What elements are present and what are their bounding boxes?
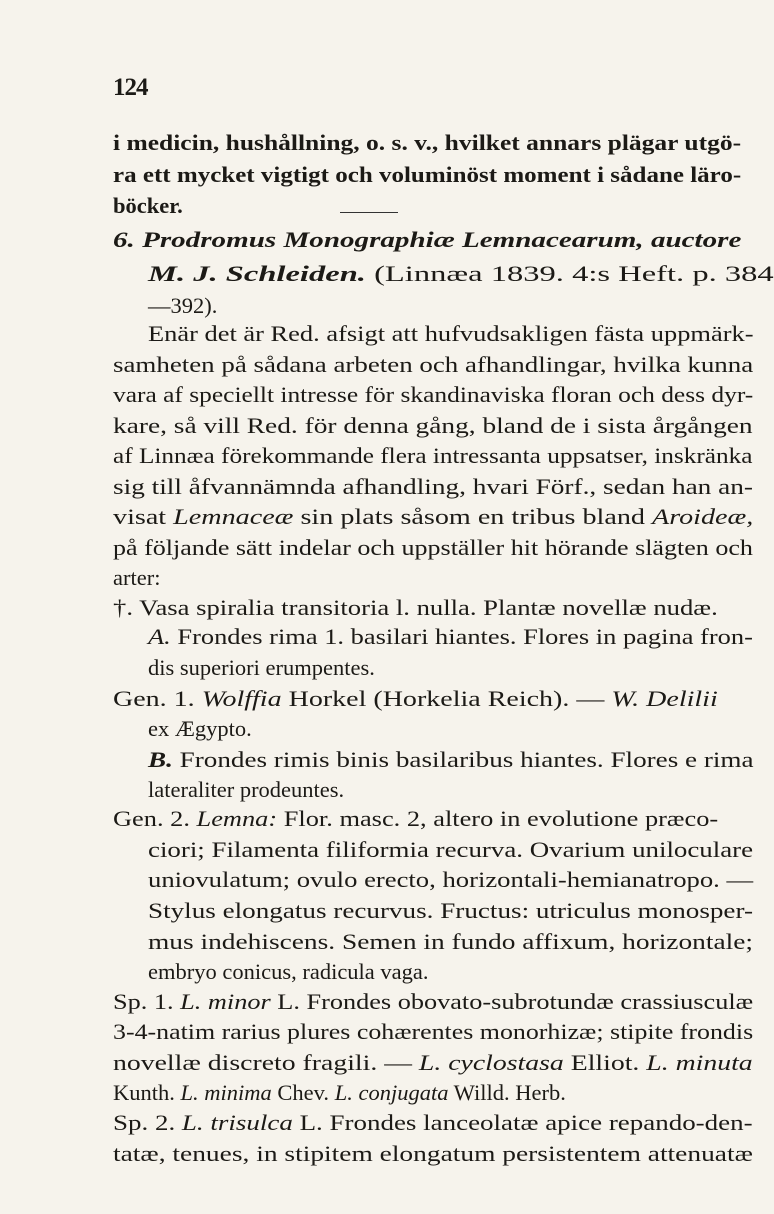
text-run: A. — [148, 624, 171, 649]
text-run: Stylus elongatus recurvus. Fructus: utriculus monosper- — [148, 898, 753, 923]
text-run: L. cyclostasa — [418, 1050, 564, 1075]
text-run: dis superiori erumpentes. — [148, 655, 375, 680]
text-run: uniovulatum; ovulo erecto, horizontali-hemianatropo. — — [148, 867, 754, 892]
text-line — [113, 128, 741, 158]
text-run: Kunth. — [113, 1080, 181, 1105]
text-line — [113, 225, 741, 255]
text-line — [148, 745, 754, 775]
text-run: B. — [148, 747, 173, 772]
text-line — [113, 350, 753, 380]
text-line — [148, 896, 753, 926]
text-run: †. Vasa spiralia transitoria l. nulla. Plantæ novellæ nudæ. — [113, 595, 718, 620]
text-run: ex Ægypto. — [148, 716, 252, 741]
text-run: Frondes rimis binis basilaribus hiantes. Flores e rima — [172, 747, 754, 772]
text-run: samheten på sådana arbeten och afhandlingar, hvilka kunna — [113, 352, 754, 377]
text-run: L. Frondes obovato-subrotundæ crassiusculæ — [270, 989, 754, 1014]
text-run: Horkel (Horkelia Reich). — — [281, 686, 612, 711]
text-run: kare, så vill Red. för denna gång, bland de i sista årgången — [113, 413, 753, 438]
text-run: ra ett mycket vigtigt och voluminöst moment i sådane läro- — [113, 162, 742, 187]
text-run: Prodromus Monographiæ Lemnacearum — [142, 227, 637, 252]
section-divider — [340, 212, 398, 213]
text-line — [113, 684, 718, 714]
text-line — [113, 191, 183, 221]
text-line — [148, 259, 774, 289]
text-run: i medicin, hushållning, o. s. v., hvilket annars plägar utgö- — [113, 130, 742, 155]
text-line — [148, 775, 344, 805]
text-run: L. Frondes lanceolatæ apice repando-den- — [292, 1110, 753, 1135]
text-run: L. minuta — [646, 1050, 753, 1075]
text-line — [113, 1078, 566, 1108]
text-line — [148, 714, 252, 744]
text-run: Gen. 1. — [113, 686, 202, 711]
text-run: Gen. 2. — [113, 806, 197, 831]
text-line — [148, 865, 753, 895]
text-run: sin plats såsom en tribus bland — [293, 504, 653, 529]
text-run: Frondes rima 1. basilari hiantes. Flores in pagina fron- — [170, 624, 753, 649]
text-line — [113, 160, 741, 190]
text-line — [113, 1017, 753, 1047]
text-run: ciori; Filamenta filiformia recurva. Ovarium uniloculare — [148, 837, 754, 862]
text-line — [148, 835, 753, 865]
text-run: L. trisulca — [181, 1110, 293, 1135]
text-run: Wolffia — [201, 686, 282, 711]
text-line — [148, 622, 753, 652]
text-run: 6. — [113, 227, 143, 252]
text-run: auctore — [650, 227, 742, 252]
text-line — [148, 319, 754, 349]
text-line — [113, 804, 718, 834]
text-run: Enär det är Red. afsigt att hufvudsakligen fästa uppmärk- — [148, 321, 754, 346]
text-run: arter: — [113, 565, 161, 590]
text-run: visat — [113, 504, 174, 529]
text-line — [113, 593, 718, 623]
text-run: W. Delilii — [611, 686, 718, 711]
text-run: Chev. — [271, 1080, 335, 1105]
text-line — [113, 380, 753, 410]
text-run: novellæ discreto fragili. — — [113, 1050, 419, 1075]
text-run: Lemna: — [196, 806, 278, 831]
text-line — [148, 291, 217, 321]
text-line — [148, 653, 375, 683]
text-run: L. minor — [180, 989, 271, 1014]
text-run: vara af speciellt intresse för skandinaviska floran och dess dyr- — [113, 382, 754, 407]
text-run: (Linnæa 1839. 4:s Heft. p. 384 — [365, 261, 774, 286]
text-run: Sp. 1. — [113, 989, 181, 1014]
text-run: —392). — [148, 293, 218, 318]
text-run: af Linnæa förekommande flera intressanta uppsatser, inskränka — [113, 443, 753, 468]
text-run: Elliot. — [563, 1050, 647, 1075]
text-line — [113, 441, 752, 471]
text-run: sig till åfvannämnda afhandling, hvari Förf., sedan han an- — [113, 474, 753, 499]
text-line — [113, 1108, 753, 1138]
text-line — [113, 1048, 753, 1078]
text-run: på följande sätt indelar och uppställer hit hörande slägten och — [113, 535, 753, 560]
text-run: tatæ, tenues, in stipitem elongatum persistentem attenuatæ — [113, 1141, 753, 1166]
text-line — [113, 502, 753, 532]
text-run: Willd. Herb. — [448, 1080, 566, 1105]
text-run: M. J. Schleiden. — [148, 261, 366, 286]
text-line — [113, 987, 753, 1017]
text-line — [113, 411, 753, 441]
text-run: L. conjugata — [334, 1080, 449, 1105]
text-run: Lemnaceæ — [173, 504, 294, 529]
text-line — [113, 563, 160, 593]
text-run: L. minima — [180, 1080, 272, 1105]
text-line — [113, 533, 753, 563]
text-run: 3-4-natim rarius plures cohærentes monorhizæ; stipite frondis — [113, 1019, 754, 1044]
text-line — [148, 957, 429, 987]
text-run: Flor. masc. 2, altero in evolutione præco- — [277, 806, 719, 831]
text-run: embryo conicus, radicula vaga. — [148, 959, 429, 984]
text-line — [113, 472, 753, 502]
text-line — [113, 1139, 753, 1169]
text-run: lateraliter prodeuntes. — [148, 777, 345, 802]
text-run: Sp. 2. — [113, 1110, 182, 1135]
text-run: , — [636, 227, 651, 252]
text-line — [148, 927, 753, 957]
text-run: böcker. — [113, 193, 183, 218]
page-number: 124 — [113, 74, 148, 101]
text-run: Aroideæ, — [652, 504, 754, 529]
text-run: mus indehiscens. Semen in fundo affixum, horizontale; — [148, 929, 753, 954]
